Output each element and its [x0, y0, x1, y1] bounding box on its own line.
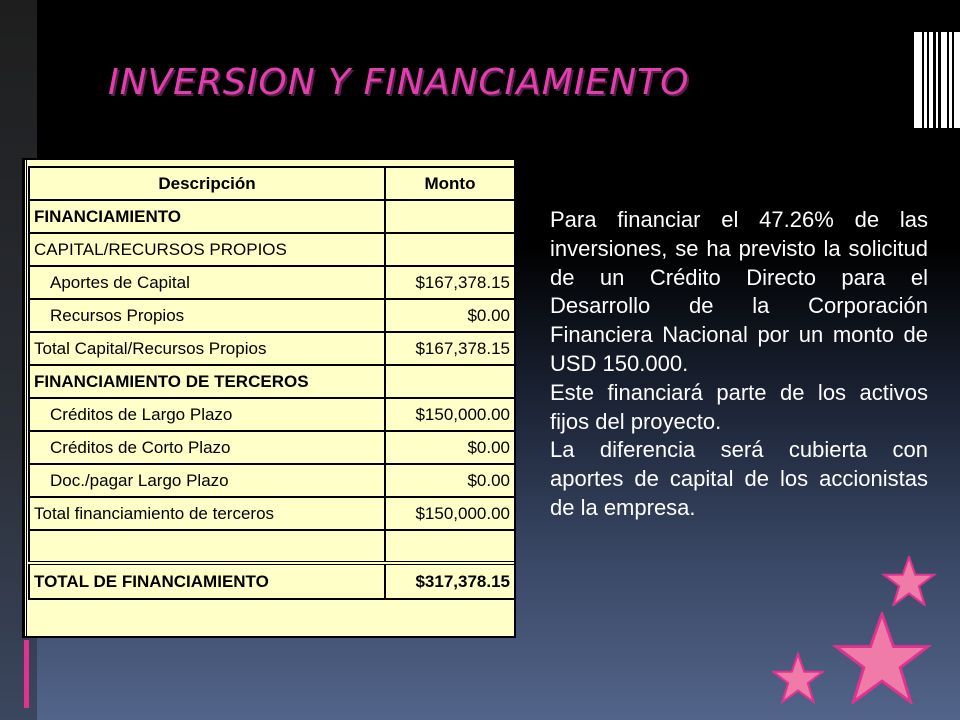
row-description: Créditos de Corto Plazo: [29, 431, 385, 464]
row-amount: $150,000.00: [385, 497, 515, 530]
financing-table: [28, 166, 516, 600]
row-description: Recursos Propios: [29, 299, 385, 332]
row-amount: $150,000.00: [385, 398, 515, 431]
row-amount: [385, 200, 515, 233]
star-icon: [880, 556, 938, 606]
table-row: [29, 530, 515, 563]
star-icon: [772, 652, 824, 704]
paragraph-fixed-assets: Este financiará parte de los activos fijos del proyecto.: [550, 379, 928, 434]
row-amount: $0.00: [385, 299, 515, 332]
row-description: Total financiamiento de terceros: [29, 497, 385, 530]
table-row: [29, 563, 515, 599]
row-description: Doc./pagar Largo Plazo: [29, 464, 385, 497]
table-row: [29, 365, 515, 398]
row-amount: $167,378.15: [385, 332, 515, 365]
paragraph-difference: La diferencia será cubierta con aportes de capital de los accionistas de la empresa.: [550, 437, 928, 520]
financing-table-frame: [22, 158, 516, 638]
table-row: [29, 299, 515, 332]
table-row: [29, 332, 515, 365]
table-row: [29, 497, 515, 530]
row-amount: $167,378.15: [385, 266, 515, 299]
row-description: Aportes de Capital: [29, 266, 385, 299]
table-row: [29, 398, 515, 431]
column-header-amount: Monto: [385, 167, 515, 200]
financing-explanation: [550, 206, 928, 523]
bar-chart-icon: [914, 32, 960, 128]
pink-accent-bar: [24, 640, 29, 708]
row-description: Total Capital/Recursos Propios: [29, 332, 385, 365]
row-amount: [385, 530, 515, 563]
row-amount: $0.00: [385, 431, 515, 464]
star-icon: [830, 612, 934, 704]
row-amount: [385, 365, 515, 398]
table-header-row: [29, 167, 515, 200]
table-row: [29, 266, 515, 299]
row-description: [29, 530, 385, 563]
row-amount: $0.00: [385, 464, 515, 497]
row-description: FINANCIAMIENTO: [29, 200, 385, 233]
row-description: FINANCIAMIENTO DE TERCEROS: [29, 365, 385, 398]
row-description: CAPITAL/RECURSOS PROPIOS: [29, 233, 385, 266]
row-amount: $317,378.15: [385, 563, 515, 599]
row-description: TOTAL DE FINANCIAMIENTO: [29, 563, 385, 599]
table-row: [29, 464, 515, 497]
table-row: [29, 431, 515, 464]
table-row: [29, 200, 515, 233]
row-amount: [385, 233, 515, 266]
column-header-description: Descripción: [29, 167, 385, 200]
slide-title: INVERSION Y FINANCIAMIENTO: [108, 62, 690, 103]
table-row: [29, 233, 515, 266]
paragraph-credit: Para financiar el 47.26% de las inversiones, se ha previsto la solicitud de un Crédito Directo para el Desarrollo de la Corporación Financiera Nacional por un monto de USD 150.000.: [550, 207, 928, 376]
row-description: Créditos de Largo Plazo: [29, 398, 385, 431]
